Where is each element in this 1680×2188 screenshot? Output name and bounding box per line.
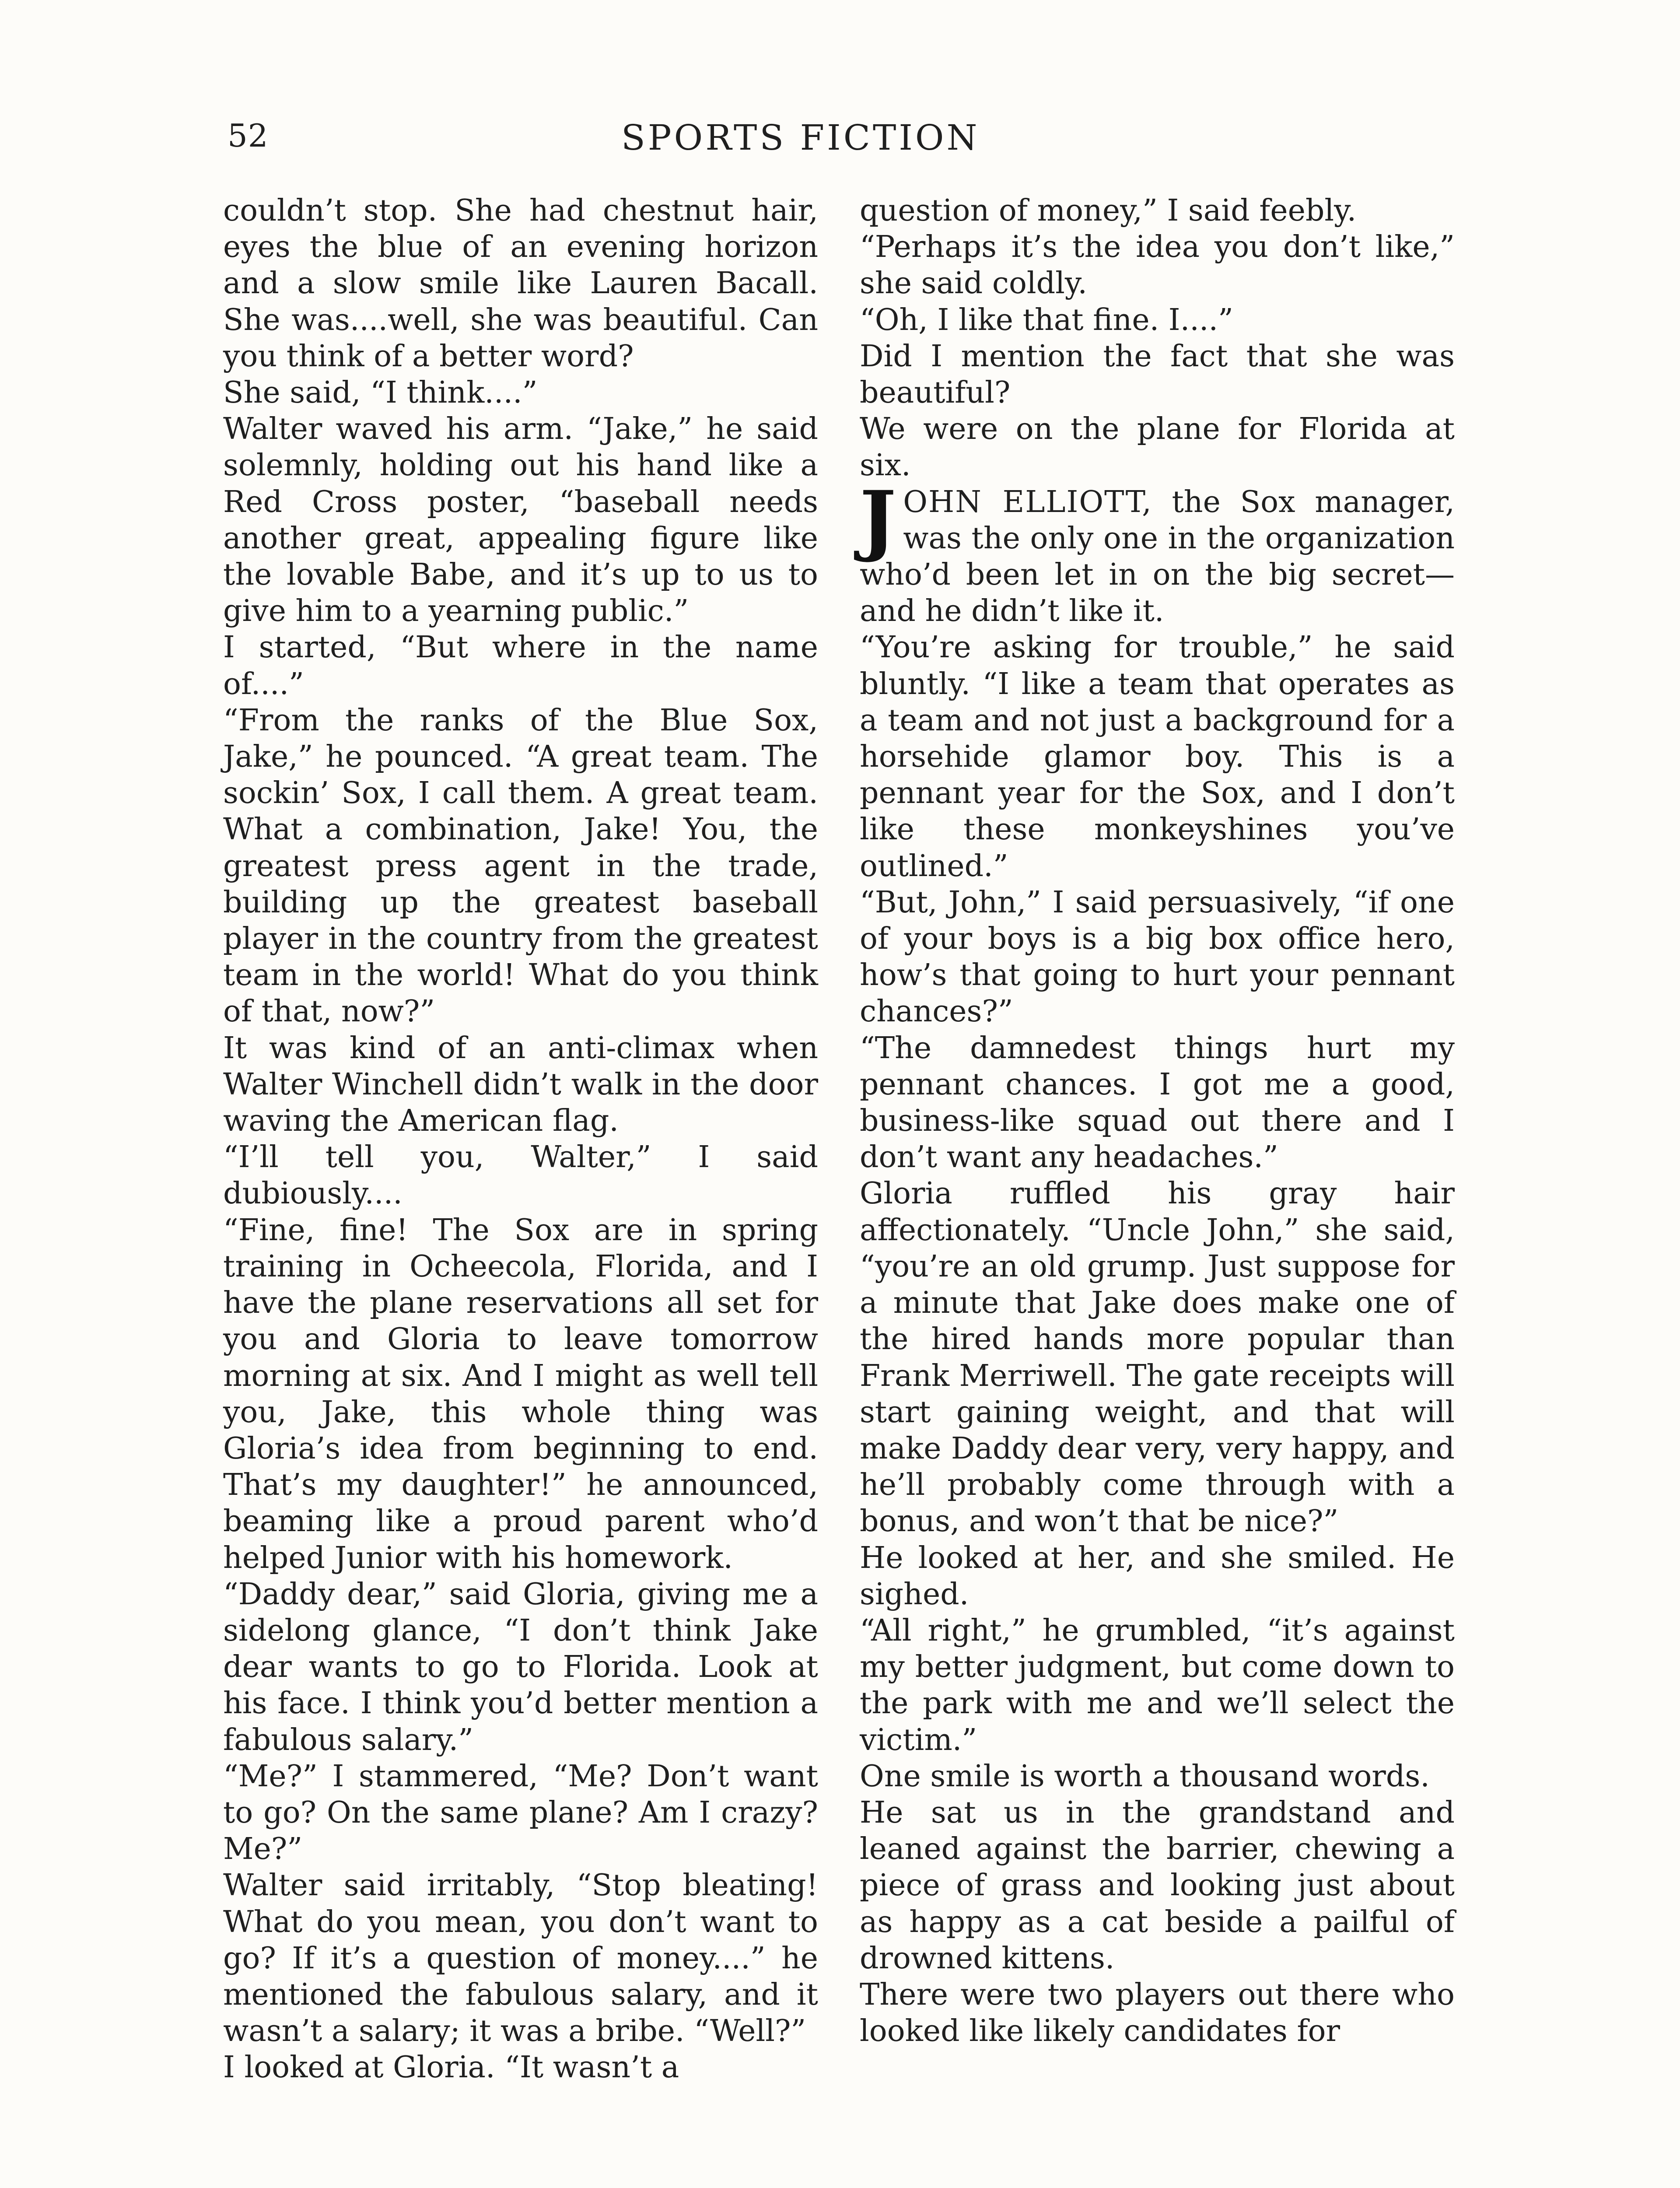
paragraph: question of money,” I said feebly. [860,193,1357,228]
right-column [860,193,1455,2049]
paragraph: “I’ll tell you, Walter,” I said dubiously.... [223,1140,818,1211]
paragraph: couldn’t stop. She had chestnut hair, eyes the blue of an evening horizon and a slow smile like Lauren Bacall. She was....well, she was beautiful. Can you think of a better word? [223,193,818,374]
paragraph: “Oh, I like that fine. I....” [860,302,1233,337]
paragraph: “The damnedest things hurt my pennant chances. I got me a good, business-like squad out there and I don’t want any headaches.” [860,1031,1455,1175]
paragraph: Gloria ruffled his gray hair affectionately. “Uncle John,” she said, “you’re an old grump. Just suppose for a minute that Jake does make one of the hired hands more popular than Frank Merriwell. The gate receipts will start gaining weight, and that will make Daddy dear very, very happy, and he’ll probably come through with a bonus, and won’t that be nice?” [860,1176,1455,1539]
paragraph: “You’re asking for trouble,” he said bluntly. “I like a team that operates as a team and not just a background for a horsehide glamor boy. This is a pennant year for the Sox, and I don’t like these monkeyshines you’ve outlined.” [860,630,1455,884]
section-opening-paragraph [860,473,1455,630]
drop-cap: J [860,473,896,565]
paragraph: “From the ranks of the Blue Sox, Jake,” he pounced. “A great team. The sockin’ Sox, I call them. A great team. What a combination, Jake! You, the greatest press agent in the trade, building up the greatest baseball player in the country from the greatest team in the world! What do you think of that, now?” [223,703,818,1029]
paragraph: It was kind of an anti-climax when Walter Winchell didn’t walk in the door waving the American flag. [223,1031,818,1139]
paragraph: I started, “But where in the name of....” [223,630,818,701]
paragraph: Walter said irritably, “Stop bleating! What do you mean, you don’t want to go? If it’s a question of money....” he mentioned the fabulous salary, and it wasn’t a salary; it was a bribe. “Well?” [223,1868,818,2049]
paragraph: “All right,” he grumbled, “it’s against my better judgment, but come down to the park with me and we’ll select the victim.” [860,1613,1455,1757]
paragraph: Walter waved his arm. “Jake,” he said solemnly, holding out his hand like a Red Cross poster, “baseball needs another great, appealing figure like the lovable Babe, and it’s up to us to give him to a yearning public.” [223,412,818,629]
paragraph: “Daddy dear,” said Gloria, giving me a sidelong glance, “I don’t think Jake dear wants to go to Florida. Look at his face. I think you’d better mention a fabulous salary.” [223,1577,818,1757]
paragraph: Did I mention the fact that she was beautiful? [860,339,1455,410]
running-head: SPORTS FICTION [621,117,980,158]
paragraph: I looked at Gloria. “It wasn’t a [223,2050,679,2085]
paragraph: He sat us in the grandstand and leaned against the barrier, chewing a piece of grass and looking just about as happy as a cat beside a pailful of drowned kittens. [860,1795,1455,1976]
paragraph: He looked at her, and she smiled. He sighed. [860,1540,1455,1612]
page-header [228,117,1452,165]
paragraph: She said, “I think....” [223,375,538,410]
left-column [223,193,818,2086]
paragraph: One smile is worth a thousand words. [860,1759,1430,1794]
paragraph: “Perhaps it’s the idea you don’t like,” she said coldly. [860,230,1455,301]
lead-in: OHN ELLIOTT, [903,484,1152,519]
paragraph-text: the Sox manager, was the only one in the organization who’d been let in on the big secret—and he didn’t like it. [860,484,1455,629]
paragraph: There were two players out there who looked like likely candidates for [860,1977,1455,2049]
page-number: 52 [228,117,269,154]
paragraph: “Me?” I stammered, “Me? Don’t want to go? On the same plane? Am I crazy? Me?” [223,1759,818,1867]
paragraph: “Fine, fine! The Sox are in spring training in Ocheecola, Florida, and I have the plane reservations all set for you and Gloria to leave tomorrow morning at six. And I might as well tell you, Jake, this whole thing was Gloria’s idea from beginning to end. That’s my daughter!” he announced, beaming like a proud parent who’d helped Junior with his homework. [223,1213,818,1575]
paragraph: We were on the plane for Florida at six. [860,412,1455,483]
paragraph: “But, John,” I said persuasively, “if one of your boys is a big box office hero, how’s that going to hurt your pennant chances?” [860,885,1455,1029]
